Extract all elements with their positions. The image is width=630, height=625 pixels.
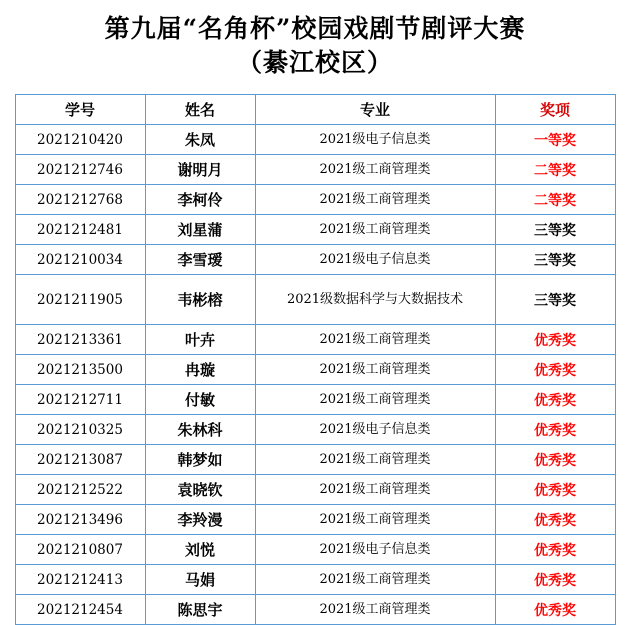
cell-major: 2021级工商管理类 <box>255 155 495 185</box>
cell-name: 陈思宇 <box>145 595 255 625</box>
cell-name: 李雪瑷 <box>145 245 255 275</box>
cell-major: 2021级工商管理类 <box>255 445 495 475</box>
table-row <box>15 155 615 185</box>
cell-major: 2021级工商管理类 <box>255 355 495 385</box>
cell-award: 优秀奖 <box>495 445 615 475</box>
cell-award: 优秀奖 <box>495 385 615 415</box>
cell-award: 三等奖 <box>495 215 615 245</box>
table-header <box>15 95 615 125</box>
cell-name: 叶卉 <box>145 325 255 355</box>
table-row <box>15 475 615 505</box>
table-row <box>15 355 615 385</box>
cell-award: 二等奖 <box>495 185 615 215</box>
table-row <box>15 325 615 355</box>
cell-name: 韩梦如 <box>145 445 255 475</box>
cell-name: 袁晓钦 <box>145 475 255 505</box>
cell-student-id: 2021213361 <box>15 325 145 355</box>
cell-major: 2021级工商管理类 <box>255 385 495 415</box>
cell-student-id: 2021212768 <box>15 185 145 215</box>
cell-major: 2021级工商管理类 <box>255 505 495 535</box>
cell-major: 2021级工商管理类 <box>255 185 495 215</box>
cell-major: 2021级工商管理类 <box>255 215 495 245</box>
table-row <box>15 185 615 215</box>
cell-name: 谢明月 <box>145 155 255 185</box>
cell-award: 优秀奖 <box>495 565 615 595</box>
column-header-name: 姓名 <box>145 95 255 125</box>
table-row <box>15 565 615 595</box>
cell-award: 二等奖 <box>495 155 615 185</box>
cell-student-id: 2021210325 <box>15 415 145 445</box>
cell-name: 付敏 <box>145 385 255 415</box>
cell-student-id: 2021212522 <box>15 475 145 505</box>
cell-student-id: 2021211905 <box>15 275 145 325</box>
cell-award: 优秀奖 <box>495 475 615 505</box>
column-header-award: 奖项 <box>495 95 615 125</box>
table-row <box>15 275 615 325</box>
cell-student-id: 2021210420 <box>15 125 145 155</box>
cell-student-id: 2021212413 <box>15 565 145 595</box>
cell-name: 朱凤 <box>145 125 255 155</box>
cell-student-id: 2021212454 <box>15 595 145 625</box>
table-row <box>15 445 615 475</box>
table-row <box>15 505 615 535</box>
cell-award: 优秀奖 <box>495 355 615 385</box>
page-title <box>0 0 630 80</box>
cell-student-id: 2021213087 <box>15 445 145 475</box>
cell-award: 三等奖 <box>495 245 615 275</box>
table-row <box>15 385 615 415</box>
cell-name: 马娟 <box>145 565 255 595</box>
cell-major: 2021级工商管理类 <box>255 325 495 355</box>
cell-major: 2021级电子信息类 <box>255 245 495 275</box>
cell-name: 李羚漫 <box>145 505 255 535</box>
cell-award: 优秀奖 <box>495 595 615 625</box>
cell-major: 2021级电子信息类 <box>255 535 495 565</box>
table-row <box>15 595 615 625</box>
cell-student-id: 2021213496 <box>15 505 145 535</box>
cell-student-id: 2021210807 <box>15 535 145 565</box>
cell-name: 李柯伶 <box>145 185 255 215</box>
cell-major: 2021级工商管理类 <box>255 595 495 625</box>
table-header-row <box>15 95 615 125</box>
cell-student-id: 2021210034 <box>15 245 145 275</box>
cell-student-id: 2021212746 <box>15 155 145 185</box>
column-header-major: 专业 <box>255 95 495 125</box>
table-row <box>15 535 615 565</box>
cell-award: 三等奖 <box>495 275 615 325</box>
title-line-1: 第九届“名角杯”校园戏剧节剧评大赛 <box>104 14 526 43</box>
cell-award: 优秀奖 <box>495 535 615 565</box>
column-header-student-id: 学号 <box>15 95 145 125</box>
cell-student-id: 2021212711 <box>15 385 145 415</box>
cell-name: 刘悦 <box>145 535 255 565</box>
table-row <box>15 245 615 275</box>
title-line-2: （綦江校区） <box>236 48 393 77</box>
table-row <box>15 125 615 155</box>
cell-name: 刘星蒲 <box>145 215 255 245</box>
cell-major: 2021级工商管理类 <box>255 475 495 505</box>
cell-major: 2021级电子信息类 <box>255 415 495 445</box>
cell-award: 优秀奖 <box>495 415 615 445</box>
cell-major: 2021级工商管理类 <box>255 565 495 595</box>
cell-award: 优秀奖 <box>495 505 615 535</box>
cell-award: 优秀奖 <box>495 325 615 355</box>
cell-student-id: 2021213500 <box>15 355 145 385</box>
table-row <box>15 415 615 445</box>
table-row <box>15 215 615 245</box>
results-table <box>15 94 616 625</box>
cell-student-id: 2021212481 <box>15 215 145 245</box>
cell-award: 一等奖 <box>495 125 615 155</box>
cell-major: 2021级数据科学与大数据技术 <box>255 275 495 325</box>
cell-name: 冉璇 <box>145 355 255 385</box>
table-body <box>15 125 615 625</box>
cell-name: 韦彬榕 <box>145 275 255 325</box>
cell-major: 2021级电子信息类 <box>255 125 495 155</box>
cell-name: 朱林科 <box>145 415 255 445</box>
